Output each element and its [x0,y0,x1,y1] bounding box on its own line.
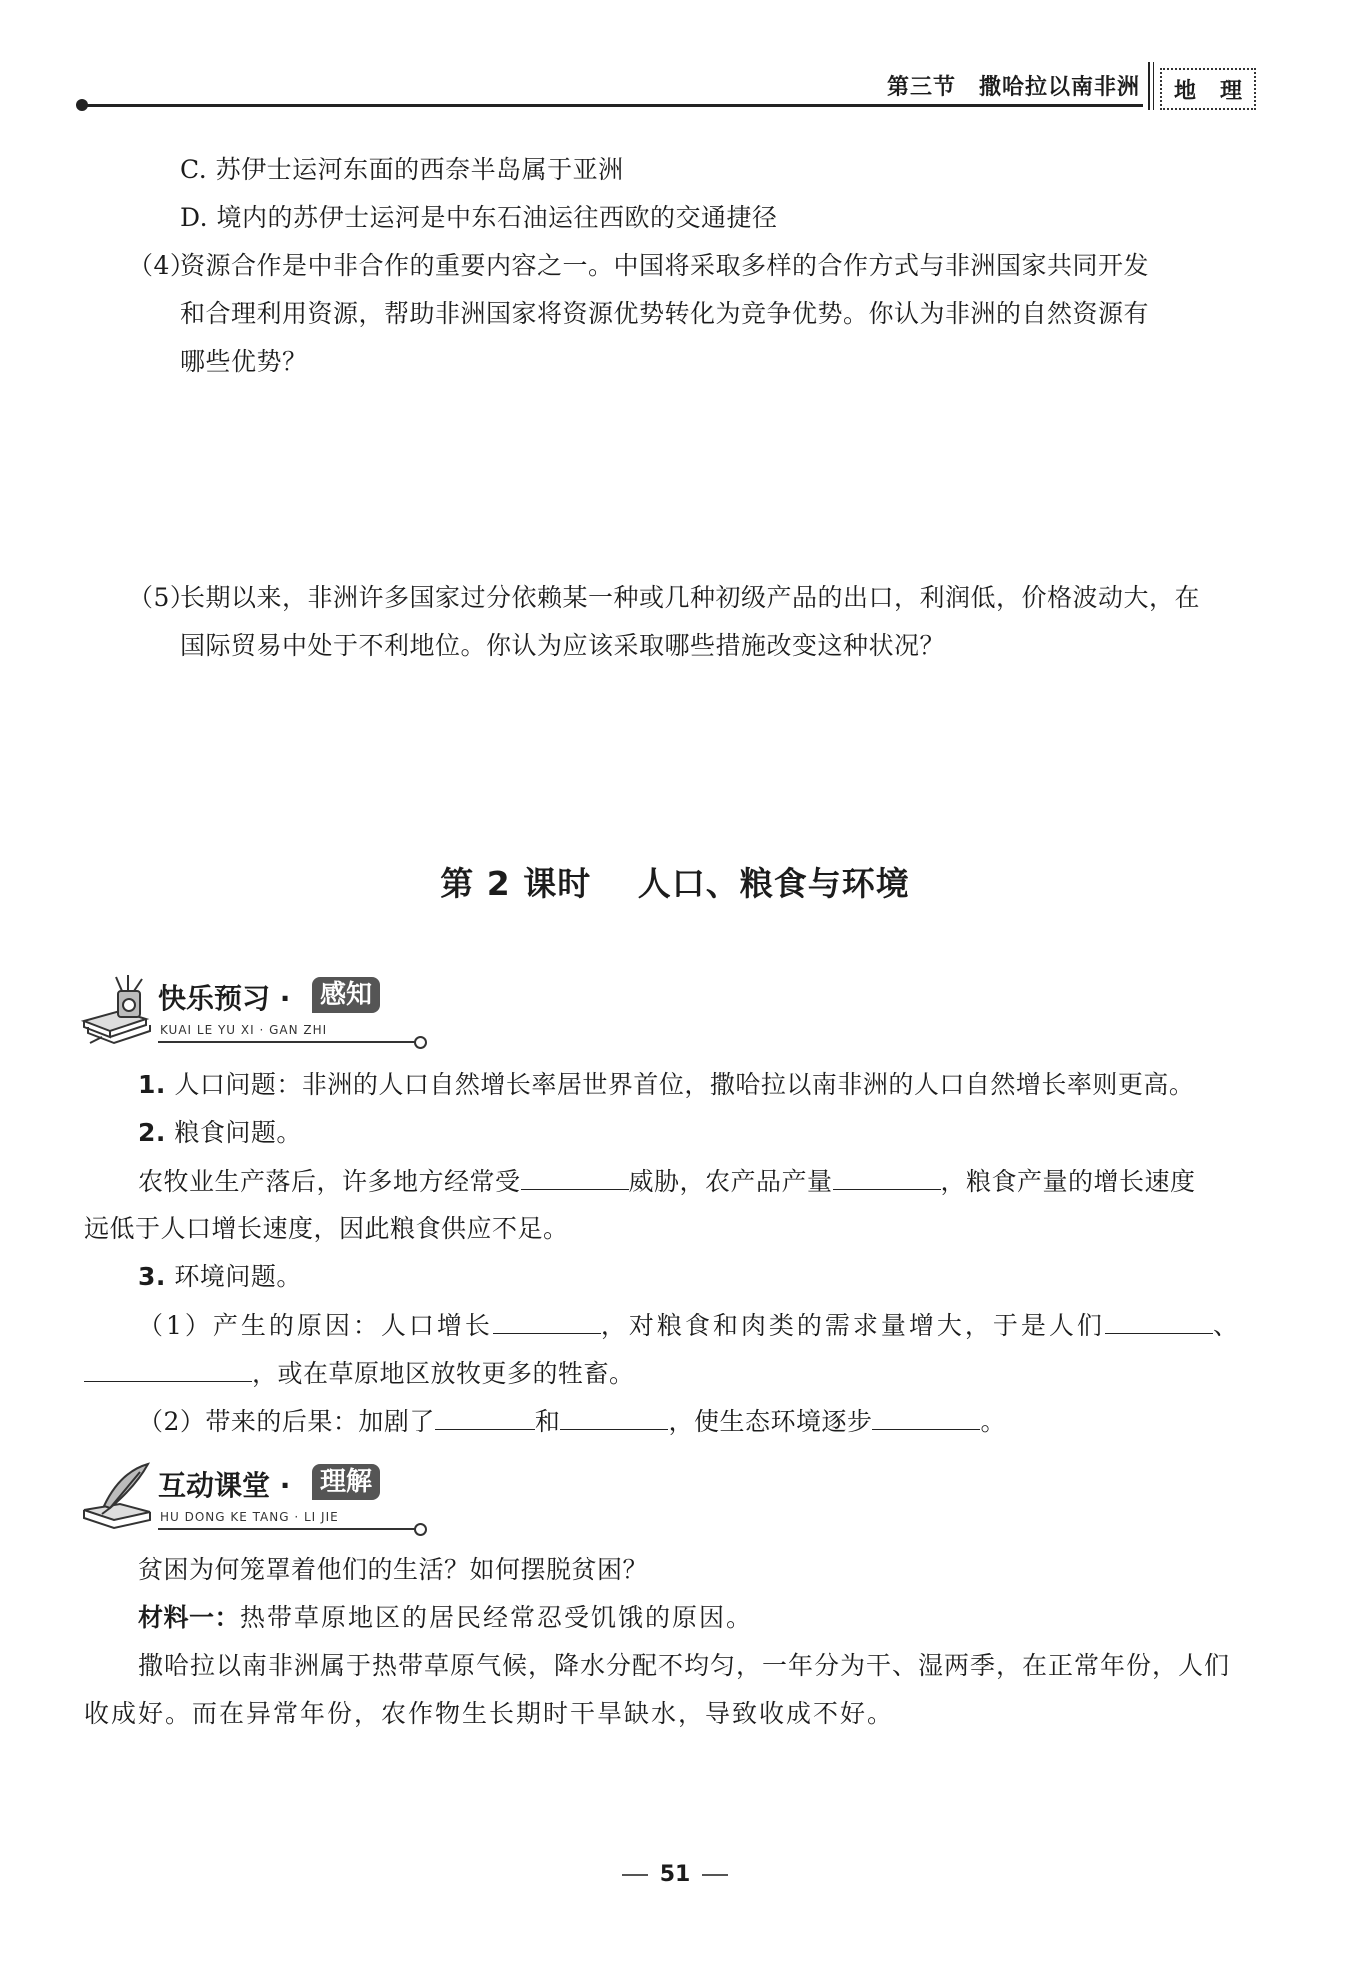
quill-book-icon [80,1462,155,1532]
preview-banner-underline [158,1041,416,1043]
preview-banner-pinyin: KUAI LE YU XI · GAN ZHI [160,1023,328,1037]
food-blank-2[interactable] [833,1163,941,1190]
food-line-2: 远低于人口增长速度，因此粮食供应不足。 [84,1214,569,1243]
page-number-dash-left [622,1874,648,1876]
header-separator [1148,62,1154,110]
env-cause-line-2 [84,1355,635,1392]
material-1-line-2: 收成好。而在异常年份，农作物生长期时干旱缺水，导致收成不好。 [84,1699,895,1728]
food-blank-1[interactable] [521,1163,629,1190]
env-result-line [138,1403,1006,1440]
env-cause-part-a: （1）产生的原因：人口增长 [138,1311,493,1340]
env-cause-part-c: 、 [1212,1311,1241,1340]
env-cause-blank-3[interactable] [84,1355,252,1382]
env-cause-part-b: ，对粮食和肉类的需求量增大，于是人们 [600,1311,1105,1340]
preview-item-1 [138,1067,1194,1103]
option-d: D. 境内的苏伊士运河是中东石油运往西欧的交通捷径 [180,203,778,232]
class-banner-title: 互动课堂 · [158,1469,291,1502]
class-banner-tag: 理解 [312,1464,380,1500]
preview-item-2-text: 粮食问题。 [165,1118,302,1147]
question-4-line-2: 和合理利用资源，帮助非洲国家将资源优势转化为竞争优势。你认为非洲的自然资源有 [180,299,1150,328]
env-cause-line-1 [138,1307,1241,1344]
page-number [0,1862,1350,1887]
env-result-part-d: 。 [980,1407,1006,1436]
material-1-title: 热带草原地区的居民经常忍受饥饿的原因。 [240,1603,754,1632]
env-result-blank-2[interactable] [560,1403,668,1430]
subject-char-2: 理 [1219,78,1242,104]
env-cause-blank-1[interactable] [493,1307,601,1334]
env-cause-line-2-text: ，或在草原地区放牧更多的牲畜。 [252,1359,635,1388]
env-result-part-b: 和 [534,1407,561,1436]
env-cause-blank-2[interactable] [1105,1307,1213,1334]
material-1-label: 材料一： [138,1603,241,1632]
class-banner-circle [414,1523,427,1536]
option-c: C. 苏伊士运河东面的西奈半岛属于亚洲 [180,155,624,184]
material-1-heading [138,1600,753,1636]
question-5-line-2: 国际贸易中处于不利地位。你认为应该采取哪些措施改变这种状况？ [180,631,946,660]
pencil-cup-books-icon [80,975,155,1045]
food-line-1 [138,1163,1196,1200]
preview-item-3-text: 环境问题。 [165,1262,302,1291]
env-result-blank-3[interactable] [872,1403,980,1430]
food-line-1-part-b: 威胁，农产品产量 [628,1167,833,1196]
header-rule [78,104,1143,107]
lesson-title: 第 2 课时 人口、粮食与环境 [440,864,910,903]
class-banner-underline [158,1528,416,1530]
env-result-part-c: ，使生态环境逐步 [668,1407,873,1436]
class-banner [80,1462,420,1542]
question-4-line-1: 资源合作是中非合作的重要内容之一。中国将采取多样的合作方式与非洲国家共同开发 [180,251,1150,280]
question-5-number: （5） [128,583,196,612]
class-question: 贫困为何笼罩着他们的生活？如何摆脱贫困？ [138,1555,649,1584]
preview-item-1-text: 人口问题：非洲的人口自然增长率居世界首位，撒哈拉以南非洲的人口自然增长率则更高。 [165,1070,1195,1099]
material-1-line-1: 撒哈拉以南非洲属于热带草原气候，降水分配不均匀，一年分为干、湿两季，在正常年份，人们 [138,1651,1231,1680]
preview-banner-circle [414,1036,427,1049]
question-4-number: （4） [128,251,196,280]
running-header-section: 第三节 撒哈拉以南非洲 [886,75,1140,100]
preview-item-3-number: 3. [138,1262,166,1291]
env-result-part-a: （2）带来的后果：加剧了 [138,1407,435,1436]
preview-item-3 [138,1259,302,1295]
preview-item-2-number: 2. [138,1118,166,1147]
subject-box [1160,68,1256,110]
subject-char-1: 地 [1173,78,1196,104]
preview-banner [80,975,420,1055]
class-banner-pinyin: HU DONG KE TANG · LI JIE [160,1510,339,1524]
preview-banner-tag: 感知 [312,977,380,1013]
preview-item-2 [138,1115,302,1151]
page-number-dash-right [702,1874,728,1876]
question-5-line-1: 长期以来，非洲许多国家过分依赖某一种或几种初级产品的出口，利润低，价格波动大，在 [180,583,1201,612]
preview-item-1-number: 1. [138,1070,166,1099]
preview-banner-title: 快乐预习 · [158,982,291,1015]
question-4-line-3: 哪些优势？ [180,347,308,376]
env-result-blank-1[interactable] [435,1403,535,1430]
food-line-1-part-a: 农牧业生产落后，许多地方经常受 [138,1167,521,1196]
page-number-value: 51 [659,1862,691,1887]
food-line-1-part-c: ，粮食产量的增长速度 [940,1167,1196,1196]
